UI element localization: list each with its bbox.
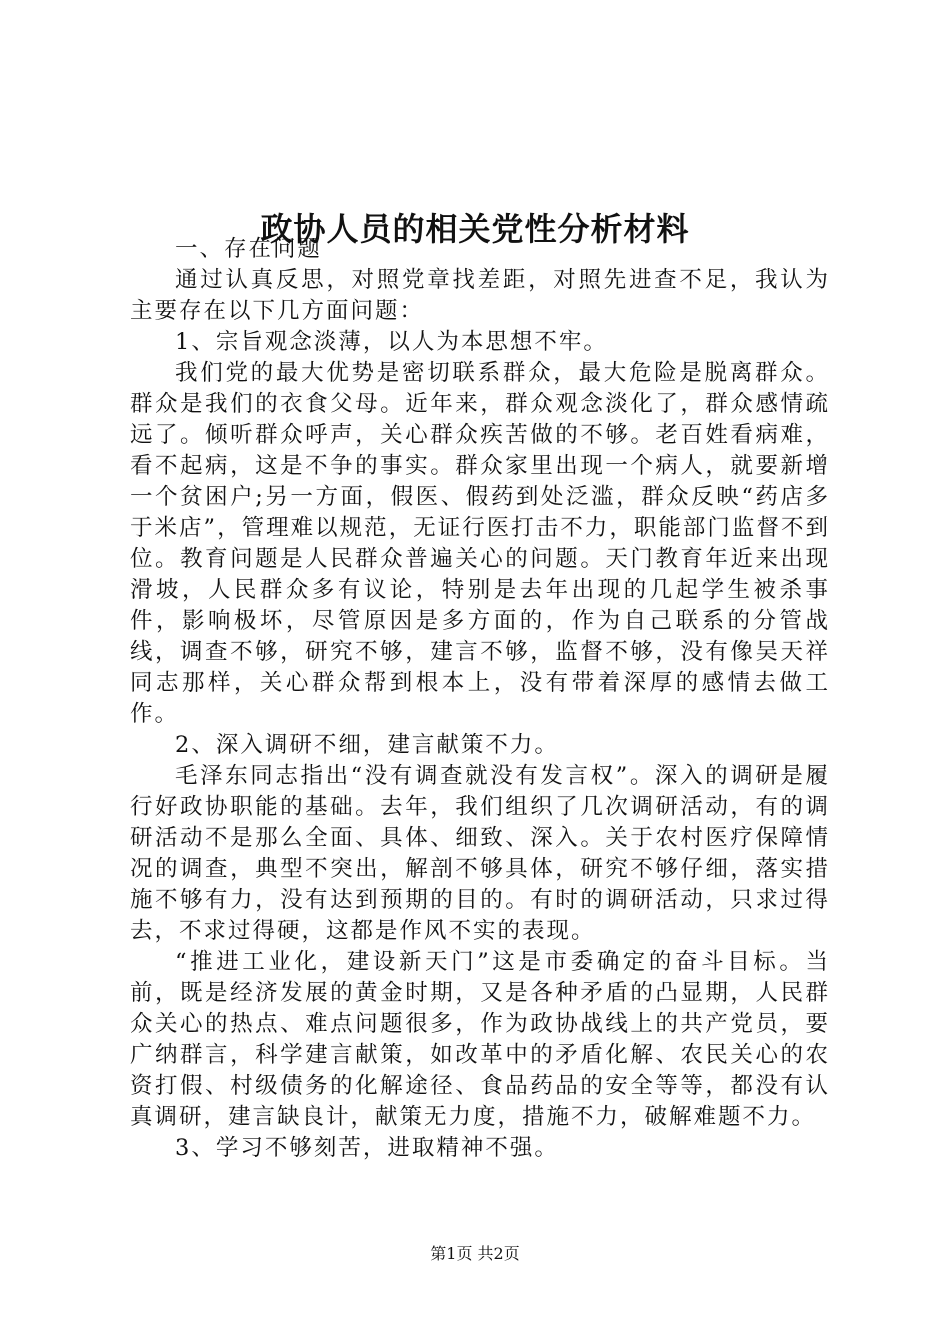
document-body: [130, 234, 830, 1164]
subsection-heading: 1、宗旨观念淡薄，以人为本思想不牢。: [175, 329, 608, 355]
body-paragraph: 毛泽东同志指出“没有调查就没有发言权”。深入的调研是履行好政协职能的基础。去年，我们组织了几次调研活动，有的调研活动不是那么全面、具体、细致、深入。关于农村医疗保障情况的调查，典型不突出，解剖不够具体，研究不够仔细，落实措施不够有力，没有达到预期的目的。有时的调研活动，只求过得去，不求过得硬，这都是作风不实的表现。: [130, 763, 830, 944]
subsection-heading: 2、深入调研不细，建言献策不力。: [175, 732, 559, 758]
section-heading: 一、存在问题: [175, 236, 323, 262]
body-paragraph: 我们党的最大优势是密切联系群众，最大危险是脱离群众。群众是我们的衣食父母。近年来，群众观念淡化了，群众感情疏远了。倾听群众呼声，关心群众疾苦做的不够。老百姓看病难，看不起病，这是不争的事实。群众家里出现一个病人，就要新增一个贫困户;另一方面，假医、假药到处泛滥，群众反映“药店多于米店”，管理难以规范，无证行医打击不力，职能部门监督不到位。教育问题是人民群众普遍关心的问题。天门教育年近来出现滑坡，人民群众多有议论，特别是去年出现的几起学生被杀事件，影响极坏，尽管原因是多方面的，作为自己联系的分管战线，调查不够，研究不够，建言不够，监督不够，没有像吴天祥同志那样，关心群众帮到根本上，没有带着深厚的感情去做工作。: [130, 360, 830, 727]
subsection-heading: 3、学习不够刻苦，进取精神不强。: [175, 1135, 559, 1161]
body-paragraph: “推进工业化，建设新天门”这是市委确定的奋斗目标。当前，既是经济发展的黄金时期，又是各种矛盾的凸显期，人民群众关心的热点、难点问题很多，作为政协战线上的共产党员，要广纳群言，科学建言献策，如改革中的矛盾化解、农民关心的农资打假、村级债务的化解途径、食品药品的安全等等，都没有认真调研，建言缺良计，献策无力度，措施不力，破解难题不力。: [130, 949, 830, 1130]
body-paragraph: 通过认真反思，对照党章找差距，对照先进查不足，我认为主要存在以下几方面问题：: [130, 267, 830, 324]
document-title: 政协人员的相关党性分析材料: [260, 210, 690, 249]
page-number-footer: 第1页 共2页: [430, 1244, 520, 1263]
